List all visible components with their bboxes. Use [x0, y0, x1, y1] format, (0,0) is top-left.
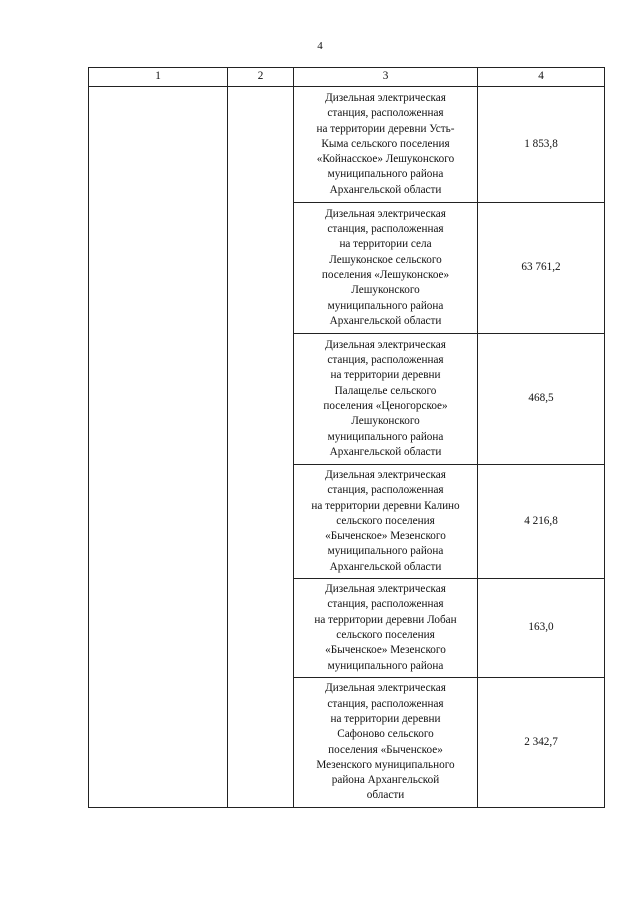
- column-header-1: 1: [89, 68, 228, 87]
- station-description: Дизельная электрическая станция, расположенная на территории деревни Лобан сельского поселения «Быченское» Мезенского муниципального района: [294, 579, 478, 678]
- column-header-3: 3: [294, 68, 478, 87]
- station-value: 4 216,8: [478, 465, 605, 579]
- table-row: [89, 87, 605, 203]
- header-row: [89, 68, 605, 87]
- page-number: 4: [317, 40, 323, 52]
- data-table: [88, 67, 605, 808]
- station-description: Дизельная электрическая станция, расположенная на территории села Лешуконское сельского поселения «Лешуконское» Лешуконского муниципального района Архангельской области: [294, 203, 478, 334]
- column-header-2: 2: [228, 68, 294, 87]
- station-value: 2 342,7: [478, 678, 605, 808]
- station-description: Дизельная электрическая станция, расположенная на территории деревни Калино сельского поселения «Быченское» Мезенского муниципального района Архангельской области: [294, 465, 478, 579]
- station-value: 63 761,2: [478, 203, 605, 334]
- station-value: 1 853,8: [478, 87, 605, 203]
- station-description: Дизельная электрическая станция, расположенная на территории деревни Усть- Кыма сельского поселения «Койнасское» Лешуконского муниципального района Архангельской области: [294, 87, 478, 203]
- station-description: Дизельная электрическая станция, расположенная на территории деревни Палащелье сельского поселения «Ценогорское» Лешуконского муниципального района Архангельской области: [294, 334, 478, 465]
- column-2-cell: [228, 87, 294, 808]
- station-value: 163,0: [478, 579, 605, 678]
- column-1-cell: [89, 87, 228, 808]
- column-header-4: 4: [478, 68, 605, 87]
- station-value: 468,5: [478, 334, 605, 465]
- station-description: Дизельная электрическая станция, расположенная на территории деревни Сафоново сельского поселения «Быченское» Мезенского муниципального района Архангельской области: [294, 678, 478, 808]
